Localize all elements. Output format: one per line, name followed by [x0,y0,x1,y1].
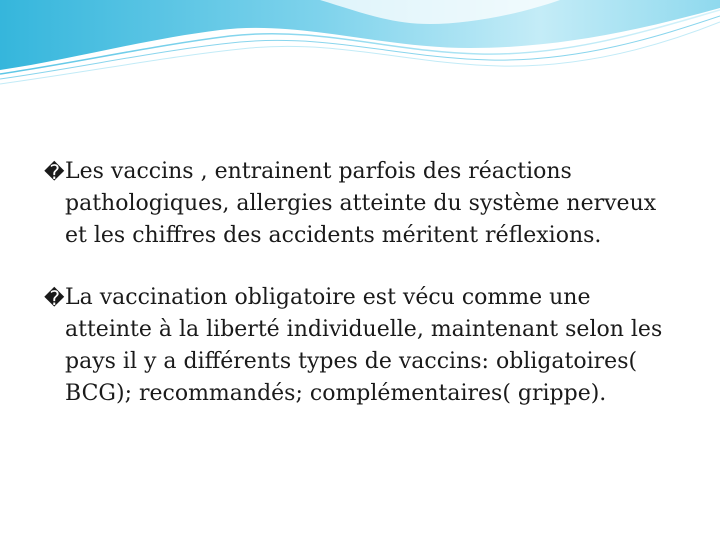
bullet-glyph-icon: � [44,160,65,184]
bullet-item [44,282,684,410]
bullet-list [44,156,684,440]
bullet-text: La vaccination obligatoire est vécu comme une atteinte à la liberté individuelle, maintenant selon les pays il y a différents types de vaccins: obligatoires( BCG); recommandés; complémentaires( grippe). [65,285,663,406]
bullet-item [44,156,684,252]
bullet-glyph-icon: � [44,286,65,310]
bullet-text: Les vaccins , entrainent parfois des réactions pathologiques, allergies atteinte du système nerveux et les chiffres des accidents méritent réflexions. [65,159,657,248]
header-wave-decoration [0,0,720,90]
